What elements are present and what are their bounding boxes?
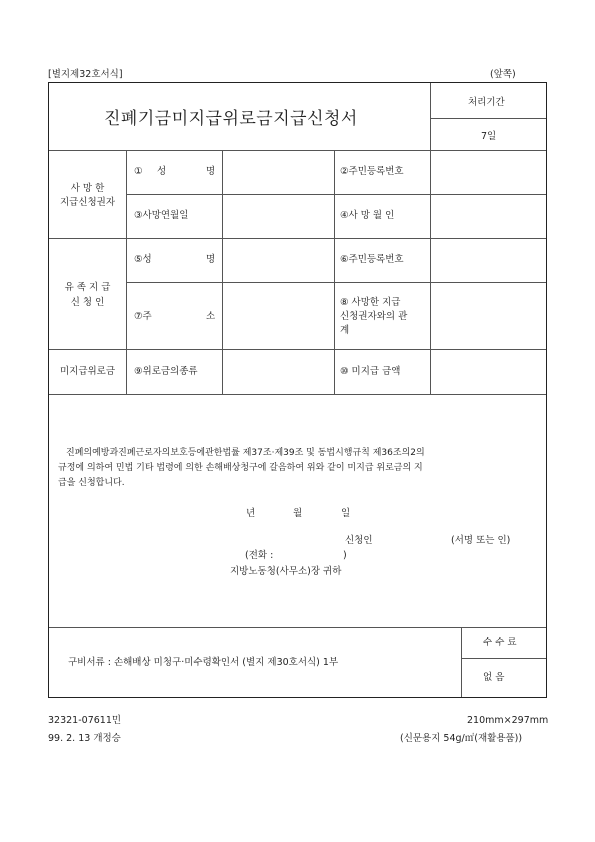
deceased-section-label: 사 망 한 — [70, 183, 105, 194]
relation-label-3: 계 — [340, 325, 350, 336]
processing-divider — [430, 118, 546, 119]
statement-line-3: 급을 신청합니다. — [58, 478, 125, 488]
death-date-label: ③사망연월일 — [134, 210, 189, 221]
grid-line — [126, 150, 127, 394]
deceased-name-field[interactable] — [223, 151, 333, 193]
survivor-address-label: ⑦주 — [134, 311, 152, 322]
phone-close: ) — [343, 550, 347, 561]
form-number: [별지제32호서식] — [48, 69, 123, 80]
relation-label-2: 신청권자와의 관 — [340, 311, 408, 322]
unpaid-amount-field[interactable] — [431, 350, 545, 393]
survivor-name-label: ⑤성 — [134, 254, 152, 265]
processing-period-label: 처리기간 — [468, 97, 505, 108]
relation-field[interactable] — [431, 283, 545, 348]
deceased-rrn-label: ②주민등록번호 — [340, 166, 404, 177]
deceased-name-label: 성 — [157, 166, 167, 177]
death-month-field[interactable] — [431, 195, 545, 237]
required-documents: 구비서류 : 손해배상 미청구·미수령확인서 (별지 제30호서식) 1부 — [68, 657, 339, 668]
survivor-section-label: 유 족 지 급 — [64, 282, 111, 293]
consolation-type-label: ⑨위로금의종류 — [134, 366, 198, 377]
deceased-name-number: ① — [134, 166, 143, 177]
grid-line — [49, 627, 546, 628]
addressee: 지방노동청(사무소)장 귀하 — [230, 566, 342, 577]
phone-label: (전화 : — [245, 550, 274, 561]
consolation-type-field[interactable] — [223, 350, 333, 393]
death-date-field[interactable] — [223, 195, 333, 237]
survivor-address-label-2: 소 — [206, 311, 216, 322]
date-month-label: 월 — [293, 508, 303, 519]
survivor-address-field[interactable] — [223, 283, 333, 348]
processing-period-value: 7일 — [481, 131, 497, 142]
deceased-name-label-2: 명 — [206, 166, 216, 177]
page-side-label: (앞쪽) — [490, 69, 516, 80]
survivor-name-field[interactable] — [223, 239, 333, 281]
deceased-section-label-2: 지급신청권자 — [59, 197, 116, 208]
paper-size: 210mm×297mm — [467, 715, 549, 726]
applicant-label: 신청인 — [345, 535, 373, 546]
grid-line — [334, 150, 335, 394]
grid-line — [49, 394, 546, 395]
relation-label: ⑧ 사망한 지급 — [340, 297, 401, 308]
title-divider — [430, 83, 431, 150]
survivor-rrn-label: ⑥주민등록번호 — [340, 254, 404, 265]
paper-type: (신문용지 54g/㎡(재활용품)) — [400, 733, 523, 744]
signature-label: (서명 또는 인) — [451, 535, 511, 546]
deceased-rrn-field[interactable] — [431, 151, 545, 193]
fee-line — [461, 658, 546, 659]
unpaid-amount-label: ⑩ 미지급 금액 — [340, 366, 401, 377]
form-title: 진폐기금미지급위로금지급신청서 — [104, 109, 358, 129]
unpaid-section-label: 미지급위로금 — [59, 366, 116, 377]
fee-label: 수 수 료 — [483, 637, 517, 648]
survivor-name-label-2: 명 — [206, 254, 216, 265]
statement-line-2: 규정에 의하여 민법 기타 법령에 의한 손해배상청구에 갈음하여 위와 같이 미지급 위로금의 지 — [58, 463, 423, 473]
date-day-label: 일 — [341, 508, 351, 519]
revision-note: 99. 2. 13 개정승 — [48, 733, 121, 744]
date-year-label: 년 — [246, 508, 256, 519]
fee-value: 없 음 — [483, 672, 505, 683]
survivor-rrn-field[interactable] — [431, 239, 545, 281]
fee-divider — [461, 627, 462, 697]
survivor-section-label-2: 신 청 인 — [70, 297, 105, 308]
form-code: 32321-07611민 — [48, 715, 122, 726]
statement-line-1: 진폐의예방과진폐근로자의보호등에관한법률 제37조·제39조 및 동법시행규칙 제36조의2의 — [66, 448, 425, 458]
death-month-label: ④사 망 월 인 — [340, 210, 395, 221]
